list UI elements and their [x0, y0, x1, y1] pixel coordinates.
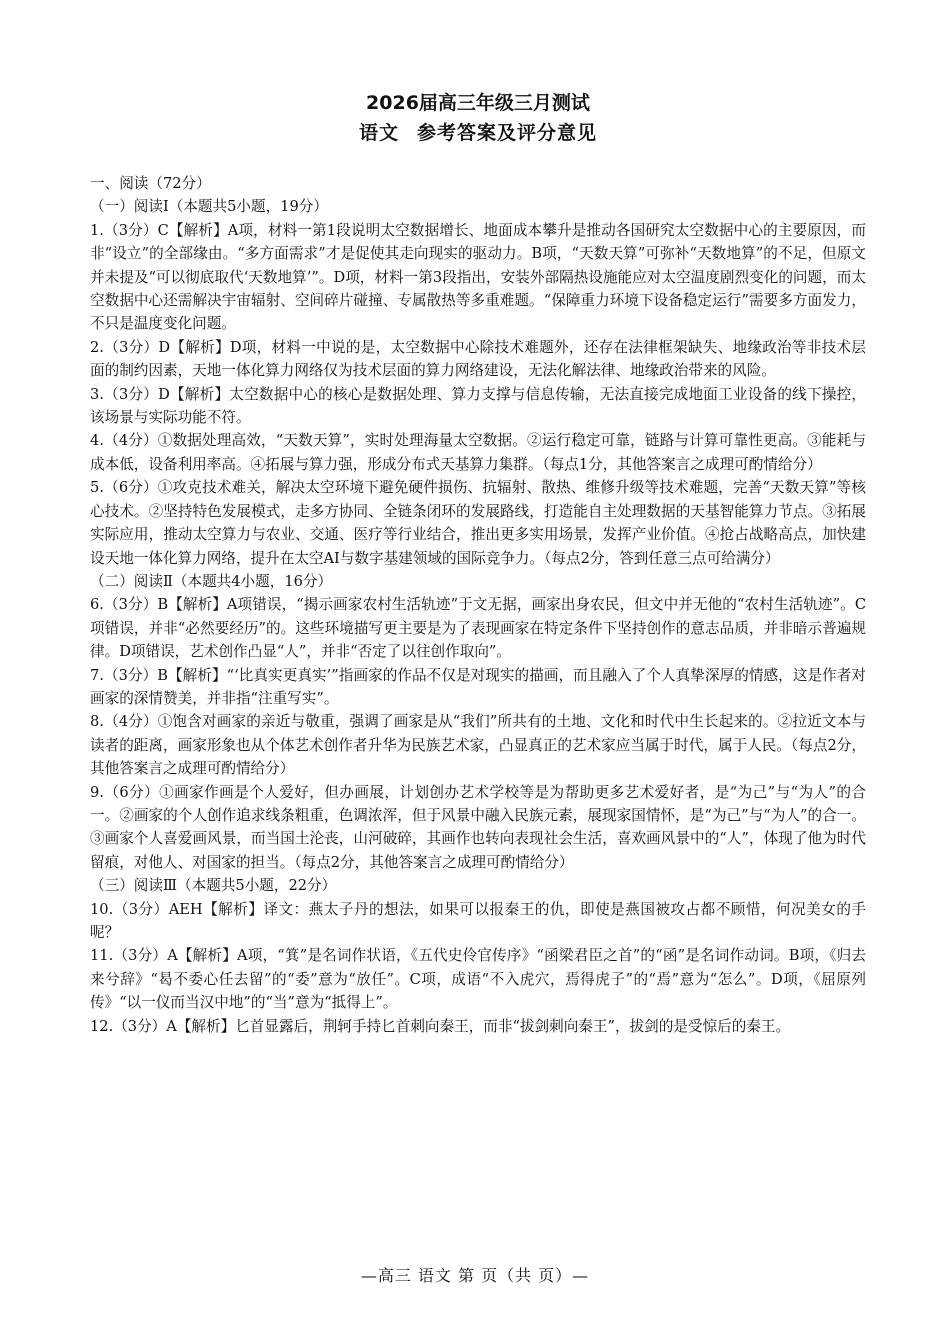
- group-reading-2: [90, 570, 866, 874]
- exam-title: 2026届高三年级三月测试: [366, 92, 590, 114]
- subject-label: 语文: [358, 122, 399, 144]
- answer-item-2: 2.（3分）D【解析】D项，材料一中说的是，太空数据中心除技术难题外，还存在法律框架缺失、地缘政治等非技术层面的制约因素，天地一体化算力网络仅为技术层面的算力网络建设，无法化解法律、地缘政治带来的风险。: [90, 338, 866, 380]
- answer-item-11: 11.（3分）A【解析】A项，“箕”是名词作状语，《五代史伶官传序》“函梁君臣之首”的“函”是名词作动词。B项，《归去来兮辞》“曷不委心任去留”的“委”意为“放任”。C项，成语“不入虎穴，焉得虎子”的“焉”意为“怎么”。D项，《屈原列传》“以一仪而当汉中地”的“当”意为“抵得上”。: [90, 947, 866, 1012]
- answer-item-12: 12.（3分）A【解析】匕首显露后，荆轲手持匕首刺向秦王，而非“拔剑刺向秦王”，拔剑的是受惊后的秦王。: [90, 1017, 791, 1035]
- answer-item-6: 6.（3分）B【解析】A项错误，“揭示画家农村生活轨迹”于文无据，画家出身农民，但文中并无他的“农村生活轨迹”。C项错误，并非“必然要经历”的。这些环境描写更主要是为了表现画家在特定条件下坚持创作的意志品质，并非暗示普遍规律。D项错误，艺术创作凸显“人”，并非“否定了以往创作取向”。: [90, 596, 866, 661]
- answer-item-1: 1.（3分）C【解析】A项，材料一第1段说明太空数据增长、地面成本攀升是推动各国研究太空数据中心的主要原因，而非“设立”的全部缘由。“多方面需求”才是促使其走向现实的驱动力。B项，“天数天算”可弥补“天数地算”的不足，但原文并未提及“可以彻底取代‘天数地算’”。D项，材料一第3段指出，安装外部隔热设施能应对太空温度剧烈变化的问题，而太空数据中心还需解决宇宙辐射、空间碎片碰撞、专属散热等多重难题。“保障重力环境下设备稳定运行”需要多方面发力，不只是温度变化问题。: [90, 221, 866, 333]
- answer-item-8: 8.（4分）①饱含对画家的亲近与敬重，强调了画家是从“我们”所共有的土地、文化和时代中生长起来的。②拉近文本与读者的距离，画家形象也从个体艺术创作者升华为民族艺术家，凸显真正的艺术家应当属于时代，属于人民。（每点2分，其他答案言之成理可酌情给分）: [90, 713, 866, 778]
- group-heading: （三）阅读Ⅲ（本题共5小题，22分）: [90, 877, 337, 895]
- subtitle-label: 参考答案及评分意见: [417, 122, 598, 144]
- answer-item-7: 7.（3分）B【解析】“‘比真实更真实’”指画家的作品不仅是对现实的描画，而且融入了个人真挚深厚的情感，这是作者对画家的深情赞美，并非指“注重写实”。: [90, 666, 866, 707]
- group-heading: （二）阅读Ⅱ（本题共4小题，16分）: [90, 572, 333, 590]
- page-footer: —高三 语文 第 页（共 页）—: [360, 1266, 590, 1285]
- part-one-heading: 一、阅读（72分）: [90, 175, 211, 192]
- answer-content: [90, 172, 866, 1038]
- exam-subtitle: [90, 118, 866, 148]
- answer-item-4: 4.（4分）①数据处理高效，“天数天算”，实时处理海量太空数据。②运行稳定可靠，链路与计算可靠性更高。③能耗与成本低，设备利用率高。④拓展与算力强，形成分布式天基算力集群。（每点1分，其他答案言之成理可酌情给分）: [90, 432, 866, 473]
- answer-item-10: 10.（3分）AEH【解析】译文：燕太子丹的想法，如果可以报秦王的仇，即使是燕国被攻占都不顾惜，何况美女的手呢？: [90, 900, 866, 941]
- answer-item-5: 5.（6分）①攻克技术难关，解决太空环境下避免硬件损伤、抗辐射、散热、维修升级等技术难题，完善“天数天算”等核心技术。②坚持特色发展模式，走多方协同、全链条闭环的发展路线，打造能自主处理数据的天基智能算力节点。③拓展实际应用，推动太空算力与农业、交通、医疗等行业结合，推出更多实用场景，发挥产业价值。④抢占战略高点，加快建设天地一体化算力网络，提升在太空AI与数字基建领域的国际竞争力。（每点2分，答到任意三点可给满分）: [90, 479, 866, 567]
- answer-item-9: 9.（6分）①画家作画是个人爱好，但办画展，计划创办艺术学校等是为帮助更多艺术爱好者，是“为己”与“为人”的合一。②画家的个人创作追求线条粗重，色调浓浑，但于风景中融入民族元素，展现家国情怀，是“为己”与“为人”的合一。③画家个人喜爱画风景，而当国土沦丧，山河破碎，其画作也转向表现社会生活，喜欢画风景中的“人”，体现了他为时代留痕，对他人、对国家的担当。（每点2分，其他答案言之成理可酌情给分）: [90, 783, 866, 871]
- answer-item-3: 3.（3分）D【解析】太空数据中心的核心是数据处理、算力支撑与信息传输，无法直接完成地面工业设备的线下操控，该场景与实际功能不符。: [90, 385, 866, 427]
- group-heading: （一）阅读Ⅰ（本题共5小题，19分）: [90, 198, 328, 216]
- group-reading-1: [90, 195, 866, 570]
- group-reading-3: [90, 874, 866, 1038]
